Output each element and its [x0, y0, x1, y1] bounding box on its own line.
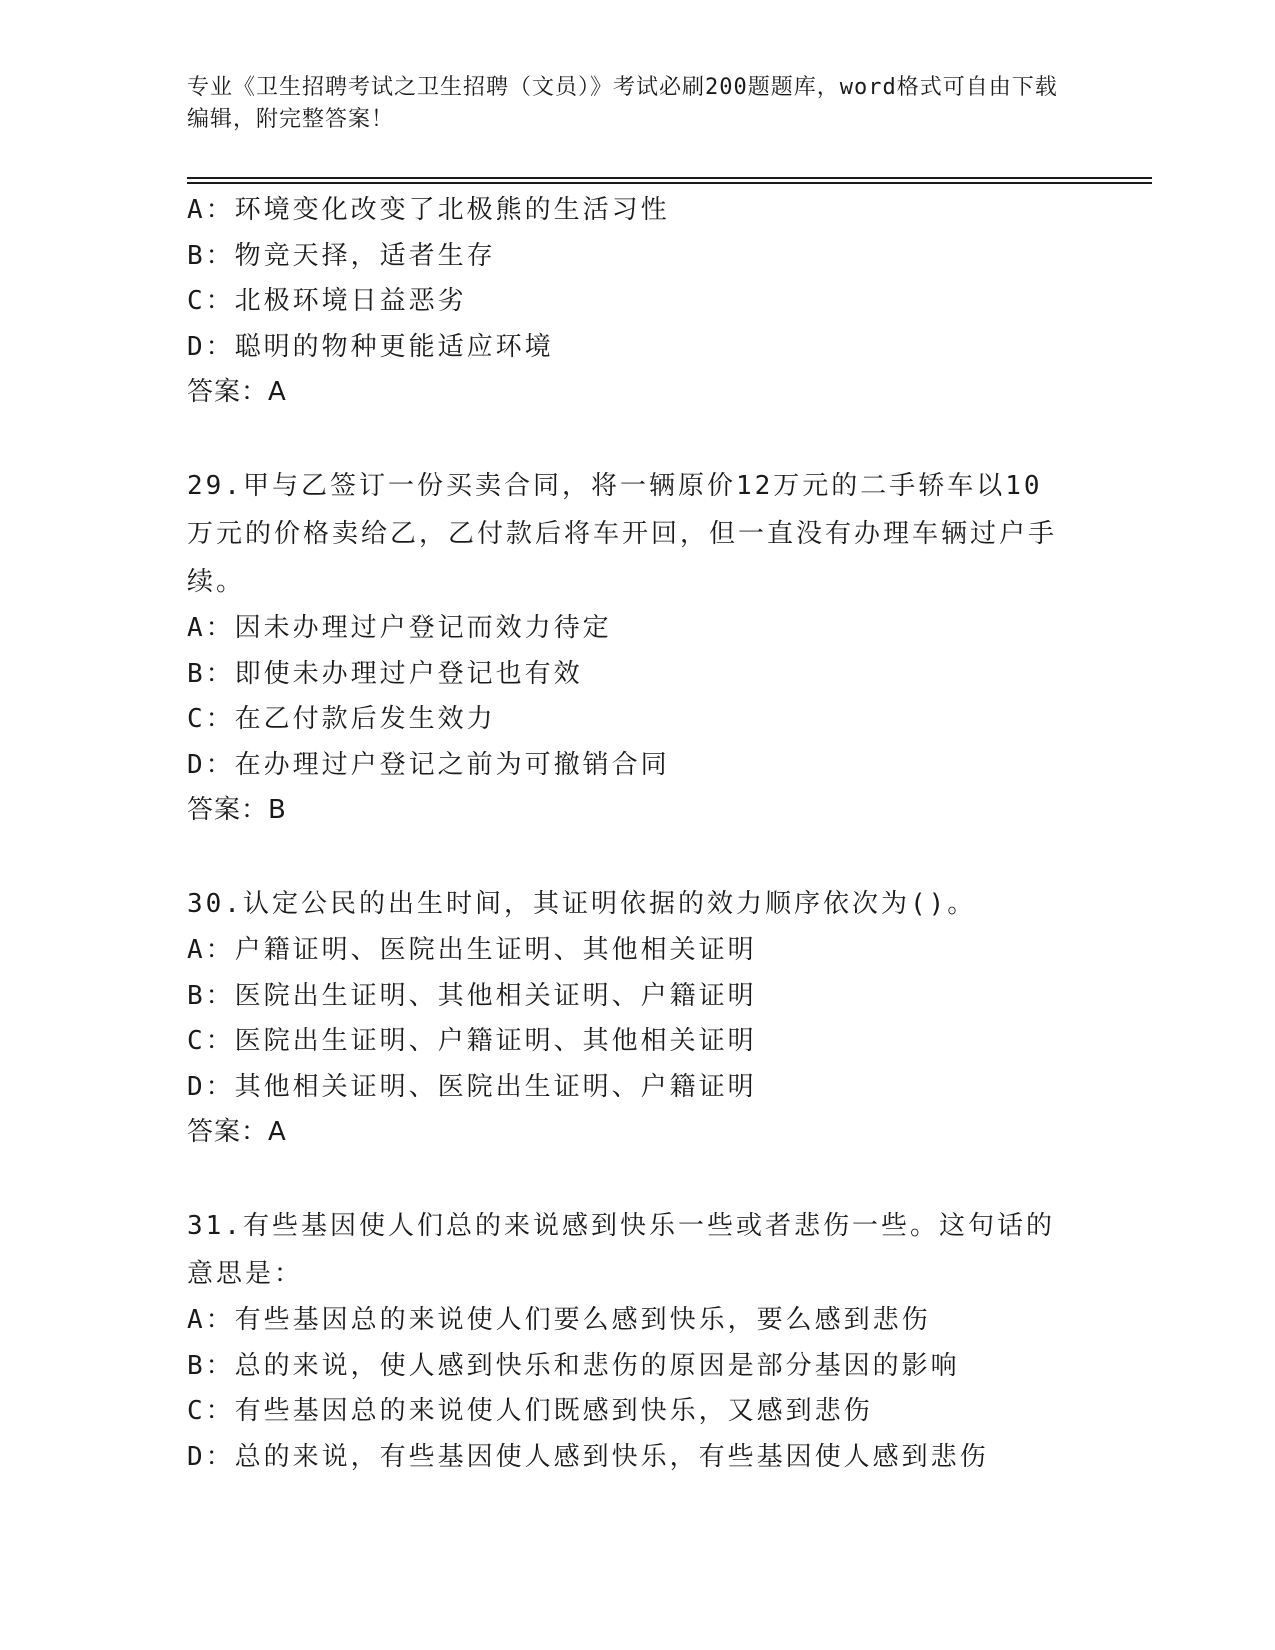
question-text: 29.甲与乙签订一份买卖合同，将一辆原价12万元的二手轿车以10万元的价格卖给乙，乙付款后将车开回，但一直没有办理车辆过户手续。	[187, 471, 1058, 597]
option-a: A：有些基因总的来说使人们要么感到快乐，要么感到悲伤	[187, 1305, 931, 1335]
answer-label: 答案：B	[187, 795, 287, 825]
header-rule-top	[187, 177, 1152, 179]
question-28	[187, 188, 1087, 415]
option-c: C：北极环境日益恶劣	[187, 286, 467, 316]
question-text: 31.有些基因使人们总的来说感到快乐一些或者悲伤一些。这句话的意思是：	[187, 1211, 1055, 1289]
option-a: A：因未办理过户登记而效力待定	[187, 613, 612, 643]
option-d: D：聪明的物种更能适应环境	[187, 331, 554, 362]
option-a: A：环境变化改变了北极熊的生活习性	[187, 195, 670, 225]
document-header: 专业《卫生招聘考试之卫生招聘（文员）》考试必刷200题题库，word格式可自由下载编辑，附完整答案！	[187, 75, 1058, 132]
answer-label: 答案：A	[187, 1117, 287, 1147]
question-29	[187, 462, 1087, 833]
question-text: 30.认定公民的出生时间，其证明依据的效力顺序依次为()。	[187, 889, 977, 919]
option-b: B：物竞天择，适者生存	[187, 240, 496, 271]
question-31	[187, 1202, 1087, 1480]
option-c: C：有些基因总的来说使人们既感到快乐，又感到悲伤	[187, 1396, 873, 1426]
option-c: C：医院出生证明、户籍证明、其他相关证明	[187, 1026, 757, 1056]
header-rule-bottom	[187, 182, 1152, 184]
option-b: B：医院出生证明、其他相关证明、户籍证明	[187, 980, 757, 1011]
option-b: B：总的来说，使人感到快乐和悲伤的原因是部分基因的影响	[187, 1350, 960, 1381]
answer-label: 答案：A	[187, 377, 287, 407]
option-c: C：在乙付款后发生效力	[187, 704, 496, 734]
option-d: D：总的来说，有些基因使人感到快乐，有些基因使人感到悲伤	[187, 1441, 989, 1472]
option-d: D：在办理过户登记之前为可撤销合同	[187, 749, 670, 780]
question-30	[187, 880, 1087, 1155]
option-b: B：即使未办理过户登记也有效	[187, 658, 583, 689]
option-d: D：其他相关证明、医院出生证明、户籍证明	[187, 1071, 757, 1102]
option-a: A：户籍证明、医院出生证明、其他相关证明	[187, 935, 757, 965]
question-list	[187, 188, 1087, 1480]
